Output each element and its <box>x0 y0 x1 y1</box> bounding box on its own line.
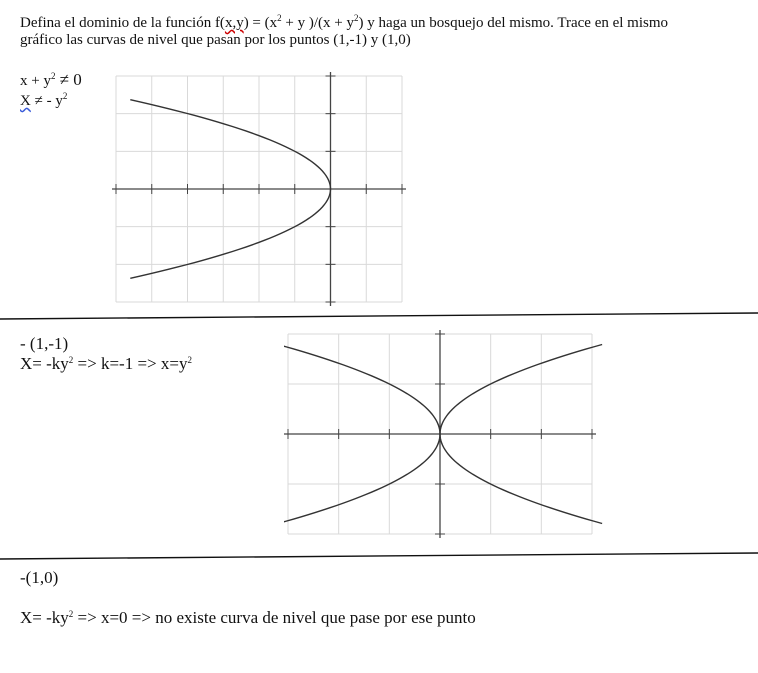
condition-text: ≠ 0 <box>55 70 82 89</box>
function-args: x,y <box>224 15 244 31</box>
problem-text: ) = (x <box>243 15 278 31</box>
domain-graph <box>112 68 408 310</box>
section-point-2 <box>20 568 476 628</box>
separator-line <box>0 308 758 320</box>
condition-line-1 <box>20 70 82 91</box>
spacer <box>20 588 476 608</box>
section-equation <box>20 608 476 628</box>
section-label: -(1,0) <box>20 568 59 587</box>
condition-variable: X <box>20 93 31 109</box>
problem-statement <box>20 15 740 49</box>
superscript: 2 <box>187 355 192 365</box>
condition-text: x + y <box>20 73 51 89</box>
superscript: 2 <box>50 71 56 81</box>
condition-text: ≠ - y <box>30 93 63 109</box>
section-equation <box>20 354 192 374</box>
problem-text: ) y haga un bosquejo del mismo. Trace en el mismo <box>358 15 669 31</box>
section-point-1 <box>20 334 192 374</box>
level-curves-graph <box>284 330 606 540</box>
domain-condition <box>20 70 82 111</box>
problem-line-2: gráfico las curvas de nivel que pasan por los puntos (1,-1) y (1,0) <box>20 32 411 48</box>
section-label: - (1,-1) <box>20 334 69 353</box>
problem-line-1 <box>20 15 740 32</box>
superscript: 2 <box>62 91 68 101</box>
superscript: 2 <box>277 13 282 23</box>
equation-text: => k=-1 => x=y <box>73 354 188 373</box>
superscript: 2 <box>68 355 74 365</box>
equation-text: X= -ky <box>20 608 69 627</box>
equation-text: X= -ky <box>20 354 69 373</box>
superscript: 2 <box>353 13 359 23</box>
problem-text: + y )/(x + y <box>281 15 354 31</box>
superscript: 2 <box>68 609 74 619</box>
separator-line <box>0 548 758 562</box>
equation-text: => x=0 => no existe curva de nivel que pase por ese punto <box>73 608 476 627</box>
condition-line-2 <box>20 91 82 111</box>
problem-text: Defina el dominio de la función f( <box>20 15 225 31</box>
